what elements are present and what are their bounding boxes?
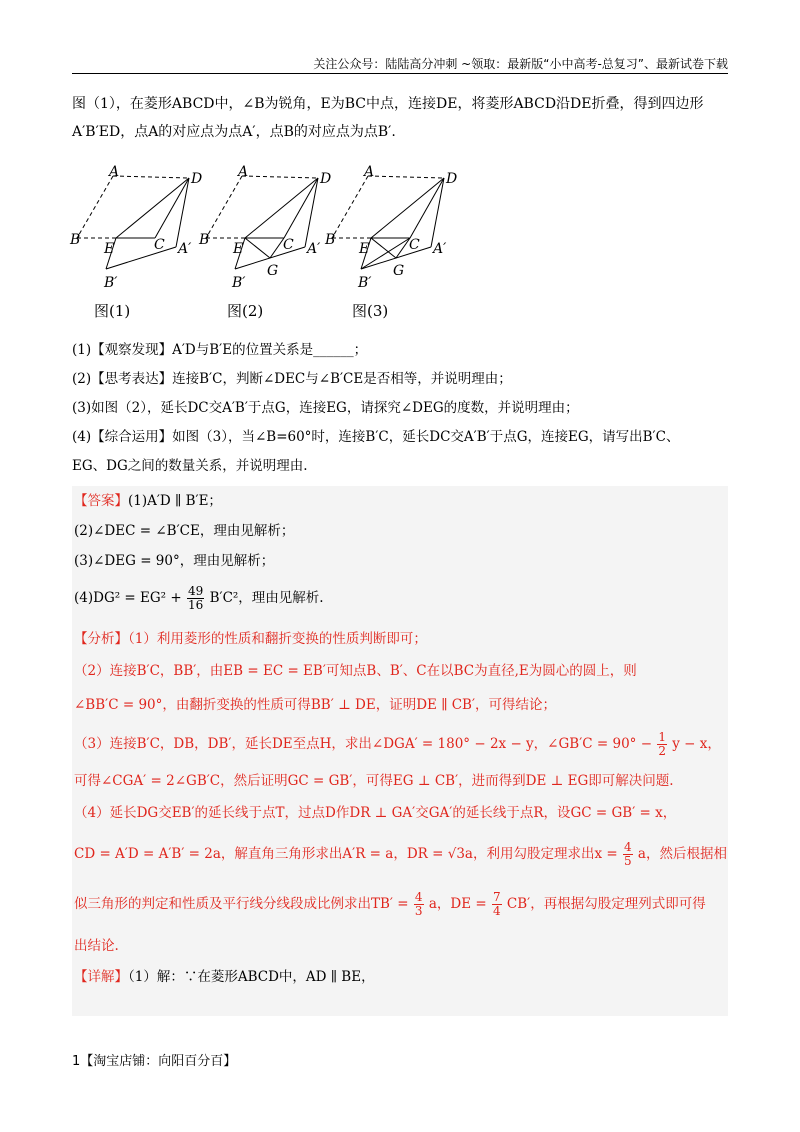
analysis-7	[72, 830, 728, 878]
figure-3	[324, 164, 457, 291]
intro	[72, 90, 728, 146]
analysis-4-fraction	[657, 731, 667, 758]
answer-section	[72, 486, 728, 1016]
fig3-label-B1: B′	[358, 275, 372, 291]
figure-svg	[72, 165, 472, 300]
intro-line-1: 图（1），在菱形ABCD中，∠B为锐角，E为BC中点，连接DE，将菱形ABCD沿DE折叠，得到四边形	[72, 96, 704, 112]
answer-4-fraction	[187, 585, 204, 612]
analysis-7-fraction	[623, 841, 633, 868]
analysis-5: 可得∠CGA′ = 2∠GB′C，然后证明GC = GB′，可得EG ⊥ CB′，进而得到DE ⊥ EG即可解决问题.	[74, 773, 674, 789]
figure-caption-1: 图(1)	[94, 302, 131, 320]
analysis-7-num: 4	[623, 840, 632, 854]
analysis-2: （2）连接B′C，BB′，由EB = EC = EB′可知点B、B′、C在以BC为直径,E为圆心的圆上，则	[74, 663, 637, 679]
figure-caption-3: 图(3)	[352, 302, 389, 320]
fig1-label-B: B	[70, 232, 81, 248]
answer-4-pre: (4)DG² = EG² +	[74, 590, 182, 606]
fig1-label-D: D	[191, 171, 203, 187]
fig2-label-D: D	[320, 171, 332, 187]
analysis-8-fraction-2	[492, 891, 502, 918]
answer-3: (3)∠DEG = 90°，理由见解析；	[74, 553, 275, 569]
fig1-label-A1: A′	[178, 241, 192, 257]
analysis-8-den-1: 3	[414, 904, 423, 918]
question-2: (2)【思考表达】连接B′C，判断∠DEC与∠B′CE是否相等，并说明理由；	[72, 371, 512, 387]
question-1: (1)【观察发现】A′D与B′E的位置关系是______；	[72, 342, 368, 358]
question-4-line-1: (4)【综合运用】如图（3），当∠B=60°时，连接B′C，延长DC交A′B′于点G，连接EG，请写出B′C、	[72, 429, 680, 445]
analysis-9: 出结论.	[74, 938, 119, 954]
question-list	[72, 336, 728, 481]
analysis-4	[72, 722, 728, 766]
page-header: 关注公众号：陆陆高分冲刺 ~领取：最新版“小中高考-总复习”、最新试卷下载	[313, 57, 728, 71]
figures	[72, 165, 472, 323]
answer-4-den: 16	[188, 598, 204, 612]
analysis-7-post: a，然后根据相	[637, 846, 727, 862]
analysis-7-pre: CD = A′D = A′B′ = 2a，解直角三角形求出A′R = a，DR = √3a，利用勾股定理求出x =	[74, 846, 618, 862]
fig1-label-E: E	[104, 241, 115, 257]
analysis-7-den: 5	[623, 854, 632, 868]
analysis-8-fraction-1	[414, 891, 424, 918]
fig3-label-A: A	[364, 164, 375, 180]
analysis-6: （4）延长DG交EB′的延长线于点T，过点D作DR ⊥ GA′交GA′的延长线于点R，设GC = GB′ = x，	[74, 805, 677, 821]
detail-label: 【详解】	[74, 969, 128, 985]
intro-line-2: A′B′ED，点A的对应点为点A′，点B的对应点为点B′.	[72, 124, 396, 140]
analysis-line-1	[72, 624, 728, 654]
fig2-label-C: C	[283, 237, 294, 253]
fig2-label-A: A	[238, 164, 249, 180]
analysis-8-num-1: 4	[414, 890, 423, 904]
fig2-label-A1: A′	[307, 241, 321, 257]
fig3-label-C: C	[409, 237, 420, 253]
fig1-label-A: A	[109, 164, 120, 180]
fig3-label-G: G	[393, 263, 405, 279]
fig1-label-B1: B′	[104, 275, 118, 291]
answer-2: (2)∠DEC = ∠B′CE，理由见解析；	[74, 523, 295, 539]
analysis-8-pre: 似三角形的判定和性质及平行线分线段成比例求出TB′ =	[74, 896, 409, 912]
question-3: (3)如图（2），延长DC交A′B′于点G，连接EG，请探究∠DEG的度数，并说明理由；	[72, 400, 579, 416]
analysis-4-den: 2	[658, 744, 666, 758]
answer-1: (1)A′D ∥ B′E；	[128, 493, 222, 509]
page-footer: 1【淘宝店铺：向阳百分百】	[72, 1054, 237, 1069]
question-4-line-2: EG、DG之间的数量关系，并说明理由.	[72, 458, 308, 474]
header-rule	[72, 73, 728, 74]
fig2-label-B1: B′	[232, 275, 246, 291]
fig3-label-E: E	[359, 241, 370, 257]
answer-4	[72, 576, 728, 620]
analysis-4-post: y − x，	[672, 736, 721, 752]
analysis-8-num-2: 7	[492, 890, 501, 904]
analysis-4-pre: （3）连接B′C，DB，DB′，延长DE至点H，求出∠DGA′ = 180° − 2x − y，∠GB′C = 90° −	[74, 736, 653, 752]
figure-2	[198, 164, 331, 291]
analysis-label: 【分析】	[74, 631, 128, 647]
answer-label: 【答案】	[74, 493, 128, 509]
answer-4-post: B′C²，理由见解析.	[209, 590, 324, 606]
fig3-label-D: D	[446, 171, 458, 187]
analysis-8-den-2: 4	[492, 904, 501, 918]
fig2-label-G: G	[267, 263, 279, 279]
analysis-8	[72, 878, 728, 930]
answer-4-num: 49	[188, 584, 204, 598]
fig3-label-B: B	[325, 232, 336, 248]
analysis-3: ∠BB′C = 90°，由翻折变换的性质可得BB′ ⊥ DE，证明DE ∥ CB′，可得结论；	[74, 697, 557, 713]
answer-line-1	[72, 486, 728, 516]
analysis-4-num: 1	[658, 730, 666, 744]
detail-line	[72, 962, 728, 992]
fig2-label-E: E	[233, 241, 244, 257]
figure-caption-2: 图(2)	[227, 302, 264, 320]
fig2-label-B: B	[199, 232, 210, 248]
analysis-8-mid: a，DE =	[428, 896, 487, 912]
analysis-8-post: CB′，再根据勾股定理列式即可得	[506, 896, 706, 912]
detail-text: （1）解：∵在菱形ABCD中，AD ∥ BE，	[128, 969, 375, 985]
figure-1	[69, 164, 202, 291]
fig3-label-A1: A′	[433, 241, 447, 257]
fig1-label-C: C	[154, 237, 165, 253]
analysis-1: （1）利用菱形的性质和翻折变换的性质判断即可；	[128, 631, 427, 647]
